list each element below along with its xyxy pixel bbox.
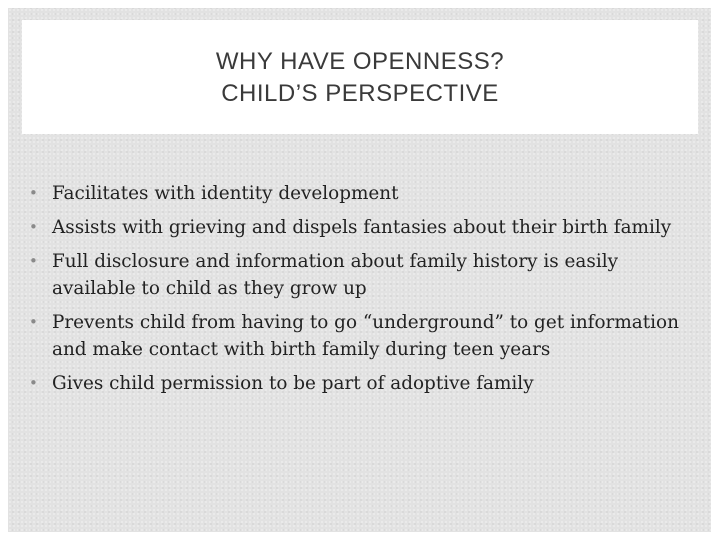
bullet-item [26, 309, 696, 363]
bullet-item [26, 370, 696, 397]
bullet-item [26, 248, 696, 302]
bullet-text: Facilitates with identity development [52, 183, 399, 204]
bullet-dot-icon: • [29, 252, 38, 270]
bullet-dot-icon: • [29, 374, 38, 392]
bullet-text: Gives child permission to be part of adoptive family [52, 373, 534, 394]
bullet-dot-icon: • [29, 313, 38, 331]
bullet-text: Assists with grieving and dispels fantasies about their birth family [52, 217, 672, 238]
bullet-text: Prevents child from having to go “underground” to get information and make contact with birth family during teen years [52, 312, 679, 360]
bullet-item [26, 180, 696, 207]
bullet-dot-icon: • [29, 218, 38, 236]
slide-title-line-1: WHY HAVE OPENNESS? [215, 48, 505, 75]
slide-title-line-2: CHILD’S PERSPECTIVE [221, 80, 499, 107]
bullet-item [26, 214, 696, 241]
slide [8, 8, 711, 532]
title-box [22, 20, 698, 134]
bullet-dot-icon: • [29, 184, 38, 202]
bullet-text: Full disclosure and information about family history is easily available to child as they grow up [52, 251, 618, 299]
bullet-list [26, 180, 696, 404]
